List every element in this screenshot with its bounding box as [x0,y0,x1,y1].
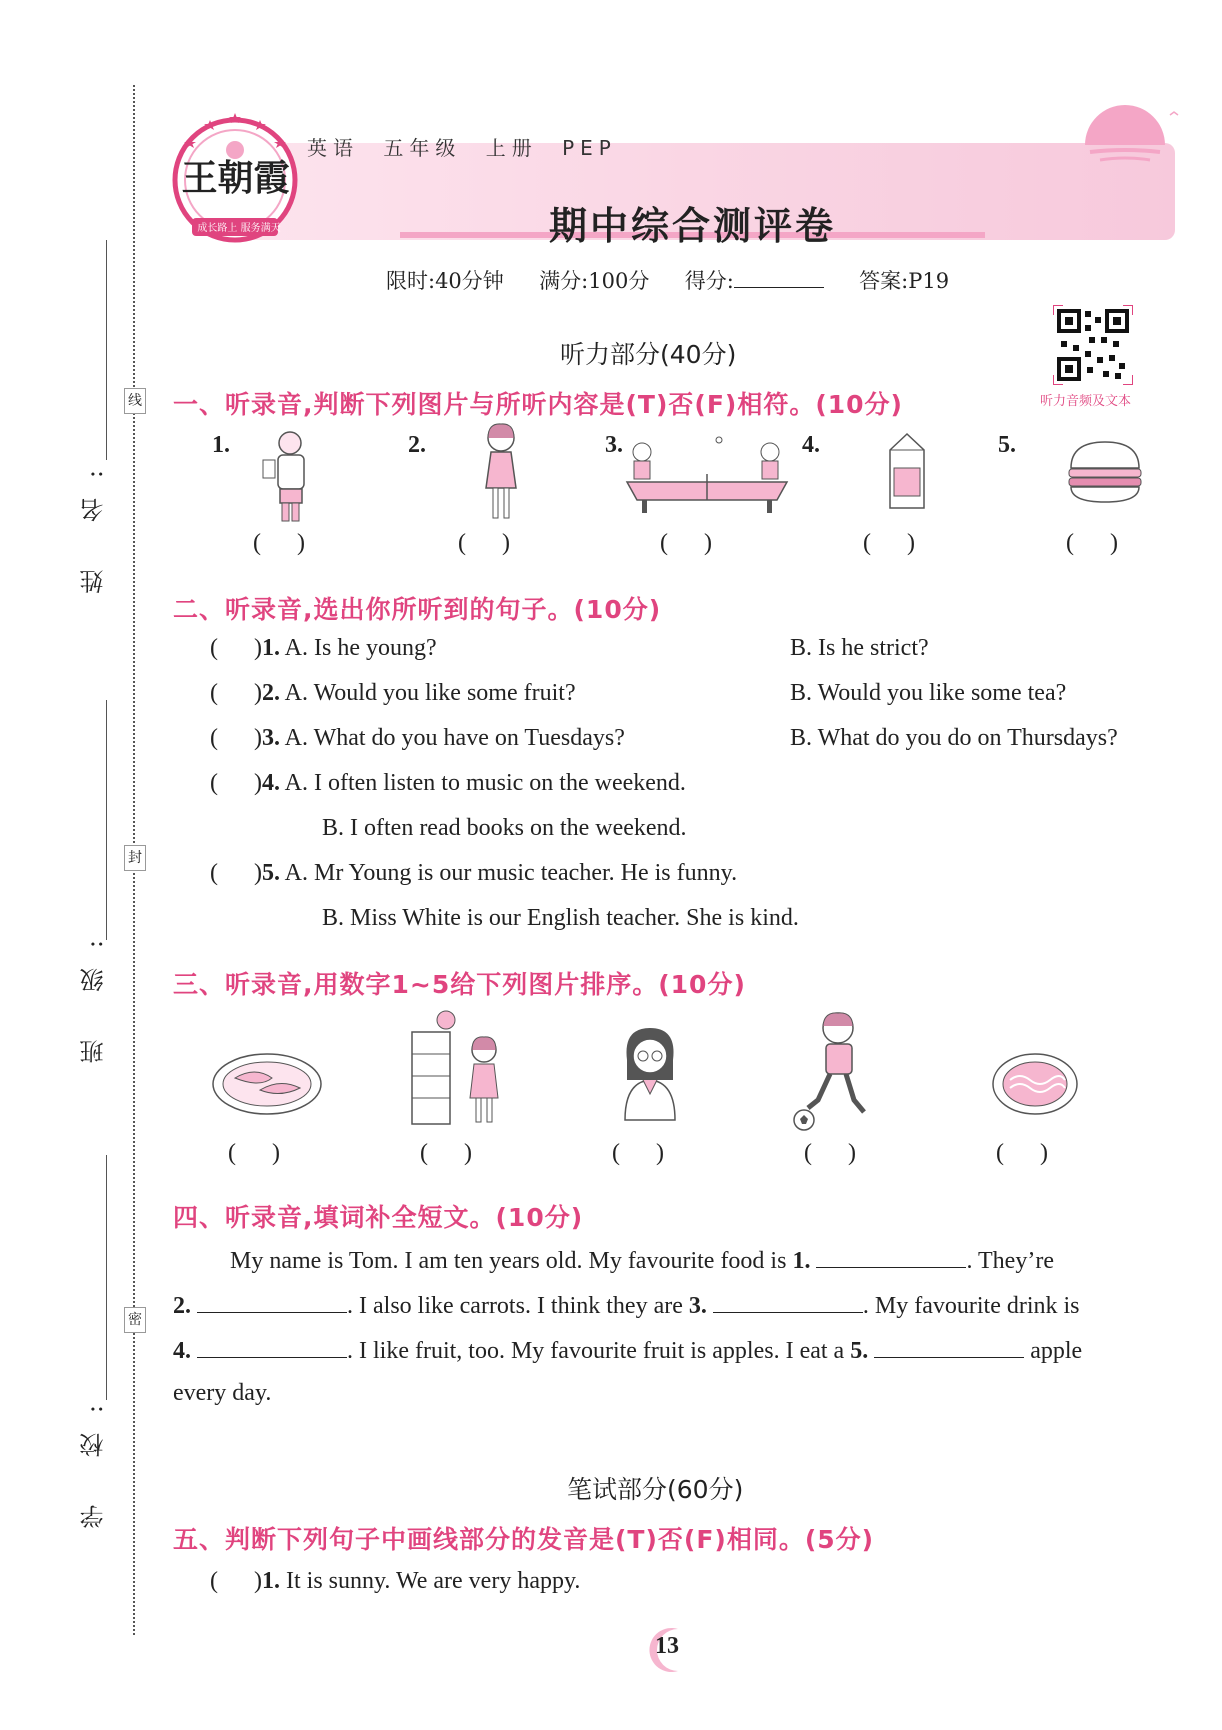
q2-item-num: 1. [261,635,280,661]
q2-option-a: A. Is he young? [284,635,437,661]
score-label: 得分: [684,269,734,293]
hamburger-icon [1065,438,1145,508]
q3-answer-5[interactable]: ( ) [996,1140,1048,1166]
q4-blank-4[interactable] [197,1335,347,1358]
q2-option-a: A. What do you have on Tuesdays? [284,725,625,751]
q2-answer-paren[interactable]: ( ) [210,725,262,751]
q4-blank-5[interactable] [874,1335,1024,1358]
q2-item-num: 2. [261,680,280,706]
chicken-plate-icon [210,1048,325,1118]
q4-text: . My favourite drink is [862,1293,1080,1319]
q2-row-5 [210,860,737,887]
q2-option-a: A. Mr Young is our music teacher. He is funny. [284,860,738,886]
ping-pong-icon [622,430,792,515]
q1-answer-2[interactable]: ( ) [458,530,510,556]
q1-answer-5[interactable]: ( ) [1066,530,1118,556]
q2-option-a: A. Would you like some fruit? [284,680,576,706]
q2-option-b: B. I often read books on the weekend. [322,815,687,841]
q4-text: . They’re [966,1248,1054,1274]
listening-section-header: 听力部分(40分) [560,340,737,369]
brand-name: 王朝霞 [181,157,290,199]
q4-blank-num: 3. [688,1293,707,1319]
score-blank[interactable] [734,269,824,288]
written-section-header: 笔试部分(60分) [567,1475,744,1504]
woman-glasses-icon [615,1020,685,1125]
girl-cabinet-icon [408,1010,518,1130]
exam-title: 期中综合测评卷 [548,204,836,248]
seal-mark-line: 线 [124,388,146,414]
q2-option-a: A. I often listen to music on the weekend. [284,770,686,796]
q4-line-1 [230,1245,1054,1275]
q2-answer-paren[interactable]: ( ) [210,680,262,706]
q4-title: 四、听录音,填词补全短文。(10分) [173,1203,584,1232]
q2-answer-paren[interactable]: ( ) [210,770,262,796]
q4-line-3 [173,1335,1082,1365]
q2-item-num: 5. [261,860,280,886]
girl-icon [476,420,526,525]
q3-answer-4[interactable]: ( ) [804,1140,856,1166]
q1-answer-1[interactable]: ( ) [253,530,305,556]
boy-football-icon [790,1008,890,1133]
q1-item-3-num: 3. [605,432,623,458]
q4-blank-2[interactable] [197,1290,347,1313]
name-underline [106,240,107,460]
seal-mark-secret: 密 [124,1307,146,1333]
time-limit: 限时:40分钟 [386,269,504,293]
brand-subtitle: 成长路上 服务满天 [197,223,281,234]
old-man-icon [258,428,318,523]
q4-text: . I also like carrots. I think they are [347,1293,683,1319]
q4-text: My name is Tom. I am ten years old. My favourite food is [230,1248,787,1274]
q4-blank-num: 2. [173,1293,191,1319]
q2-item-num: 3. [261,725,280,751]
q3-answer-2[interactable]: ( ) [420,1140,472,1166]
q4-blank-num: 1. [792,1248,811,1274]
q2-title: 二、听录音,选出你所听到的句子。(10分) [173,595,662,624]
q4-blank-num: 4. [173,1338,191,1364]
q5-row-1 [210,1568,580,1595]
q1-item-2-num: 2. [408,432,426,458]
answer-page: 答案:P19 [859,269,950,293]
q1-item-5-num: 5. [998,432,1016,458]
q4-blank-num: 5. [850,1338,869,1364]
milk-carton-icon [882,428,932,513]
q2-row-2 [210,680,576,707]
sunset-decoration-icon [1075,100,1185,180]
noodles-bowl-icon [990,1050,1080,1120]
name-label: 姓 名: [80,450,108,594]
q5-sentence: It is sunny. We are very happy. [285,1568,581,1594]
qr-code-icon[interactable] [1053,305,1133,385]
q2-answer-paren[interactable]: ( ) [210,635,262,661]
class-underline [106,700,107,940]
q3-answer-1[interactable]: ( ) [228,1140,280,1166]
page-number: 13 [655,1633,679,1659]
q4-line-2 [173,1290,1080,1320]
q2-option-b: B. Is he strict? [790,635,929,661]
q4-blank-1[interactable] [816,1245,966,1268]
meta-line [386,265,949,295]
q3-title: 三、听录音,用数字1~5给下列图片排序。(10分) [173,970,746,999]
q2-option-b: B. Would you like some tea? [790,680,1067,706]
school-underline [106,1155,107,1400]
q2-row-3 [210,725,625,752]
q1-title: 一、听录音,判断下列图片与所听内容是(T)否(F)相符。(10分) [173,390,903,419]
full-score: 满分:100分 [539,269,650,293]
school-label: 学 校: [80,1385,108,1529]
class-label: 班 级: [80,920,108,1064]
q4-text: . I like fruit, too. My favourite fruit is apples. I eat a [347,1338,845,1364]
q1-item-1-num: 1. [212,432,230,458]
q4-text: apple [1030,1338,1083,1364]
q4-line-4: every day. [173,1380,272,1406]
q1-answer-3[interactable]: ( ) [660,530,712,556]
q2-option-b: B. What do you do on Thursdays? [790,725,1118,751]
q4-blank-3[interactable] [713,1290,863,1313]
q2-answer-paren[interactable]: ( ) [210,860,262,886]
q2-row-4 [210,770,686,797]
q2-row-1 [210,635,437,662]
seal-mark-seal: 封 [124,845,146,871]
q5-item-num: 1. [261,1568,280,1594]
q2-item-num: 4. [261,770,280,796]
qr-caption: 听力音频及文本 [1040,394,1132,409]
q5-answer-paren[interactable]: ( ) [210,1568,262,1594]
q2-option-b: B. Miss White is our English teacher. She is kind. [322,905,799,931]
q3-answer-3[interactable]: ( ) [612,1140,664,1166]
q5-title: 五、判断下列句子中画线部分的发音是(T)否(F)相同。(5分) [173,1525,875,1554]
q1-answer-4[interactable]: ( ) [863,530,915,556]
q1-item-4-num: 4. [802,432,820,458]
subject-line: 英语 五年级 上册 PEP [307,136,617,160]
